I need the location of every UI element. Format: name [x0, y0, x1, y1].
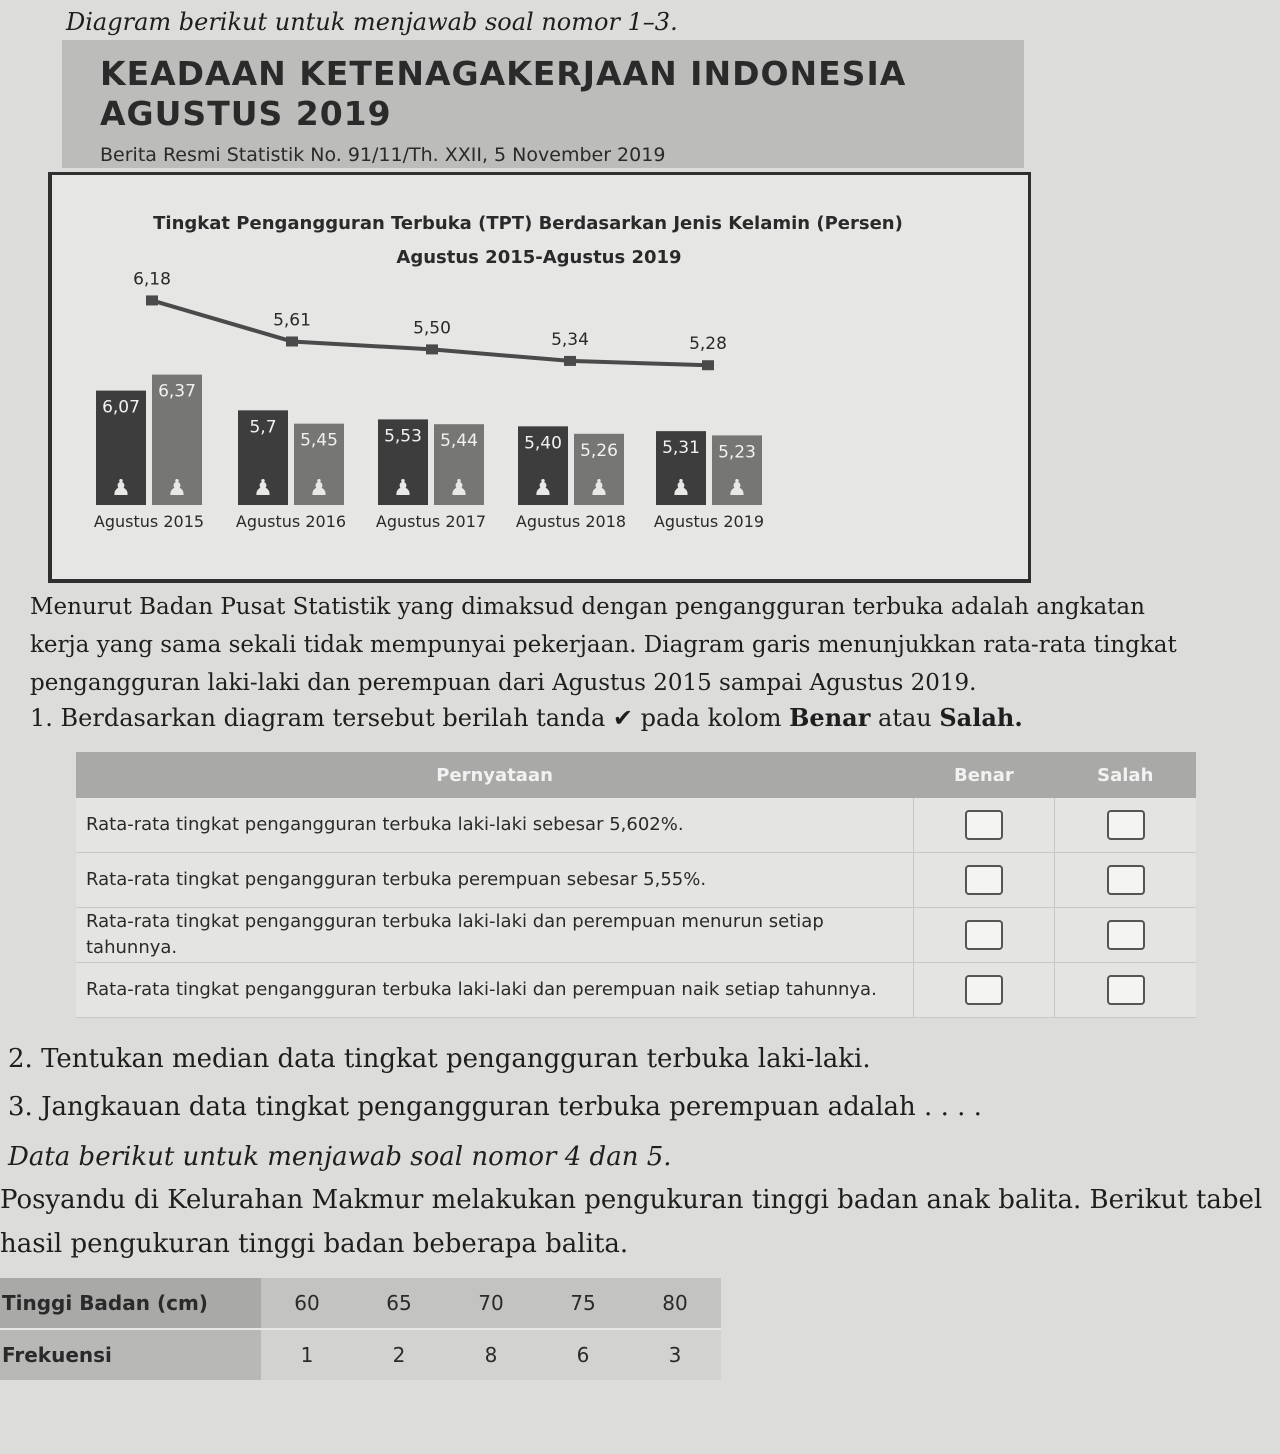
- salah-cell: [1055, 853, 1196, 908]
- table-row: [76, 908, 1196, 963]
- salah-checkbox[interactable]: [1107, 865, 1145, 895]
- statement-table-header: [76, 752, 1196, 798]
- line-label: 5,28: [689, 334, 727, 355]
- frequency-value: 2: [353, 1329, 445, 1380]
- chart-box: [48, 172, 1031, 583]
- salah-cell: [1055, 798, 1196, 853]
- female-icon: ♟: [727, 476, 747, 501]
- line-point: [426, 344, 438, 354]
- source-text: Berita Resmi Statistik No. 91/11/Th. XXII, 5 November 2019: [100, 144, 666, 166]
- category-label: Agustus 2019: [653, 512, 765, 531]
- frequency-value: 6: [537, 1329, 629, 1380]
- q1-text-b: pada kolom: [640, 704, 782, 732]
- question-3: 3. Jangkauan data tingkat pengangguran terbuka perempuan adalah . . . .: [8, 1092, 982, 1122]
- title-line-2: AGUSTUS 2019: [100, 93, 392, 133]
- statement-text: Rata-rata tingkat pengangguran terbuka perempuan sebesar 5,55%.: [76, 853, 913, 908]
- height-table: [0, 1278, 721, 1380]
- benar-cell: [913, 798, 1054, 853]
- salah-cell: [1055, 963, 1196, 1018]
- female-icon: ♟: [449, 476, 469, 501]
- benar-checkbox[interactable]: [965, 975, 1003, 1005]
- main-title: [100, 54, 906, 133]
- statement-table: [76, 752, 1196, 1018]
- height-value: 80: [629, 1278, 721, 1329]
- q1-text-a: Berdasarkan diagram tersebut berilah tanda: [60, 704, 606, 732]
- line-label: 5,50: [413, 318, 451, 339]
- table-row: [76, 963, 1196, 1018]
- line-label: 5,34: [551, 329, 589, 350]
- male-icon: ♟: [253, 476, 273, 501]
- question-1: [30, 703, 1023, 732]
- bar-label-female: 5,23: [718, 442, 756, 463]
- male-icon: ♟: [671, 476, 691, 501]
- benar-cell: [913, 963, 1054, 1018]
- frequency-row: [0, 1329, 721, 1380]
- statement-text: Rata-rata tingkat pengangguran terbuka laki-laki dan perempuan menurun setiap tahunnya.: [76, 908, 913, 963]
- height-value: 75: [537, 1278, 629, 1329]
- tpt-chart: [52, 175, 1028, 579]
- line-point: [564, 356, 576, 366]
- height-row: [0, 1278, 721, 1329]
- data-intro: Data berikut untuk menjawab soal nomor 4 dan 5.: [8, 1142, 672, 1172]
- question-2: 2. Tentukan median data tingkat pengangguran terbuka laki-laki.: [8, 1044, 871, 1074]
- header-salah: Salah: [1055, 752, 1196, 798]
- height-label: Tinggi Badan (cm): [0, 1278, 261, 1329]
- table-row: [76, 853, 1196, 908]
- benar-checkbox[interactable]: [965, 865, 1003, 895]
- benar-checkbox[interactable]: [965, 810, 1003, 840]
- benar-checkbox[interactable]: [965, 920, 1003, 950]
- title-line-1: KEADAAN KETENAGAKERJAAN INDONESIA: [100, 54, 907, 93]
- salah-cell: [1055, 908, 1196, 963]
- female-icon: ♟: [589, 476, 609, 501]
- statement-text: Rata-rata tingkat pengangguran terbuka laki-laki sebesar 5,602%.: [76, 798, 913, 853]
- bar-label-male: 5,7: [249, 417, 277, 438]
- line-label: 6,18: [133, 269, 171, 290]
- frequency-value: 8: [445, 1329, 537, 1380]
- line-point: [702, 360, 714, 370]
- category-label: Agustus 2016: [235, 512, 347, 531]
- category-label: Agustus 2018: [515, 512, 627, 531]
- posyandu-paragraph: Posyandu di Kelurahan Makmur melakukan pengukuran tinggi badan anak balita. Berikut tabel hasil pengukuran tinggi badan beberapa balita.: [0, 1185, 1263, 1259]
- header-benar: Benar: [913, 752, 1054, 798]
- statement-text: Rata-rata tingkat pengangguran terbuka laki-laki dan perempuan naik setiap tahunnya.: [76, 963, 913, 1018]
- height-value: 60: [261, 1278, 353, 1329]
- check-icon: ✔: [612, 704, 633, 732]
- male-icon: ♟: [111, 476, 131, 501]
- salah-checkbox[interactable]: [1107, 975, 1145, 1005]
- female-icon: ♟: [309, 476, 329, 501]
- header-pernyataan: Pernyataan: [76, 752, 913, 798]
- height-value: 65: [353, 1278, 445, 1329]
- bar-label-female: 5,26: [580, 440, 618, 461]
- category-label: Agustus 2017: [375, 512, 487, 531]
- bar-label-female: 5,44: [440, 431, 478, 452]
- frequency-value: 1: [261, 1329, 353, 1380]
- q1-salah: Salah.: [939, 703, 1023, 732]
- height-value: 70: [445, 1278, 537, 1329]
- q1-atau: atau: [877, 704, 932, 732]
- line-point: [146, 295, 158, 305]
- description-paragraph: Menurut Badan Pusat Statistik yang dimaksud dengan pengangguran terbuka adalah angkatan kerja yang sama sekali tidak mempunyai pekerjaan. Diagram garis menunjukkan rata-rata tingkat pengangguran laki-laki dan perempuan dari Agustus 2015 sampai Agustus 2019.: [30, 594, 1177, 696]
- intro-text: Diagram berikut untuk menjawab soal nomor 1–3.: [66, 8, 678, 36]
- male-icon: ♟: [533, 476, 553, 501]
- salah-checkbox[interactable]: [1107, 920, 1145, 950]
- category-label: Agustus 2015: [93, 512, 205, 531]
- bar-label-male: 5,53: [384, 426, 422, 447]
- line-point: [286, 336, 298, 346]
- bar-label-female: 6,37: [158, 381, 196, 402]
- line-label: 5,61: [273, 310, 311, 331]
- bar-label-female: 5,45: [300, 430, 338, 451]
- female-icon: ♟: [167, 476, 187, 501]
- bar-label-male: 5,40: [524, 433, 562, 454]
- q1-number: 1.: [30, 704, 53, 732]
- male-icon: ♟: [393, 476, 413, 501]
- benar-cell: [913, 908, 1054, 963]
- chart-title: Tingkat Pengangguran Terbuka (TPT) Berdasarkan Jenis Kelamin (Persen): [153, 213, 903, 234]
- q1-benar: Benar: [789, 703, 871, 732]
- table-row: [76, 798, 1196, 853]
- bar-label-male: 6,07: [102, 397, 140, 418]
- benar-cell: [913, 853, 1054, 908]
- bar-label-male: 5,31: [662, 438, 700, 459]
- salah-checkbox[interactable]: [1107, 810, 1145, 840]
- chart-subtitle: Agustus 2015-Agustus 2019: [396, 247, 682, 268]
- frequency-value: 3: [629, 1329, 721, 1380]
- frequency-label: Frekuensi: [0, 1329, 261, 1380]
